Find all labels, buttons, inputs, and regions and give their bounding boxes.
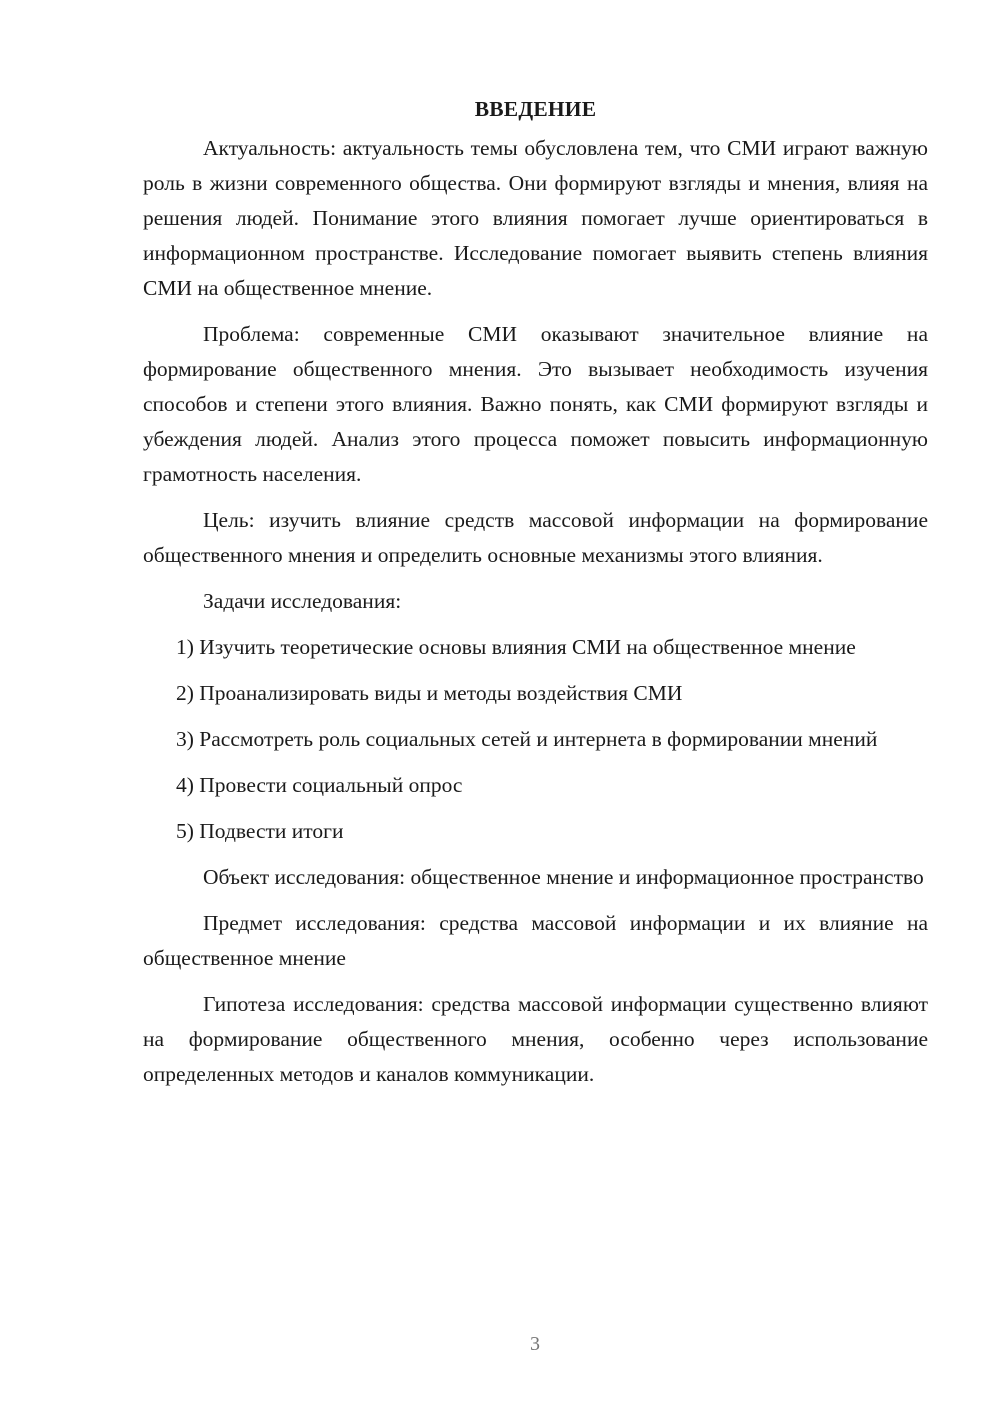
list-item: 3) Рассмотреть роль социальных сетей и интернета в формировании мнений (176, 727, 878, 751)
list-item: 2) Проанализировать виды и методы воздействия СМИ (176, 681, 683, 705)
relevance-paragraph: Актуальность: актуальность темы обусловлена тем, что СМИ играют важную роль в жизни современного общества. Они формируют взгляды и мнения, влияя на решения людей. Понимание этого влияния помогает лучше ориентироваться в информационном пространстве. Исследование помогает выявить степень влияния СМИ на общественное мнение. (143, 136, 928, 300)
subject-paragraph: Предмет исследования: средства массовой информации и их влияние на общественное мнение (143, 911, 928, 970)
problem-paragraph: Проблема: современные СМИ оказывают значительное влияние на формирование общественного мнения. Это вызывает необходимость изучения способов и степени этого влияния. Важно понять, как СМИ формируют взгляды и убеждения людей. Анализ этого процесса поможет повысить информационную грамотность населения. (143, 322, 928, 486)
list-item: 4) Провести социальный опрос (176, 773, 463, 797)
tasks-list (143, 630, 928, 849)
hypothesis-paragraph: Гипотеза исследования: средства массовой информации существенно влияют на формирование общественного мнения, особенно через использование определенных методов и каналов коммуникации. (143, 992, 928, 1086)
tasks-heading: Задачи исследования: (203, 589, 402, 613)
list-item: 5) Подвести итоги (176, 819, 344, 843)
page-title: ВВЕДЕНИЕ (474, 97, 597, 121)
page-number: 3 (530, 1333, 540, 1355)
list-item: 1) Изучить теоретические основы влияния СМИ на общественное мнение (176, 635, 856, 659)
object-paragraph: Объект исследования: общественное мнение и информационное пространство (203, 865, 924, 889)
goal-paragraph: Цель: изучить влияние средств массовой информации на формирование общественного мнения и определить основные механизмы этого влияния. (143, 508, 928, 567)
document-page (143, 92, 928, 1103)
